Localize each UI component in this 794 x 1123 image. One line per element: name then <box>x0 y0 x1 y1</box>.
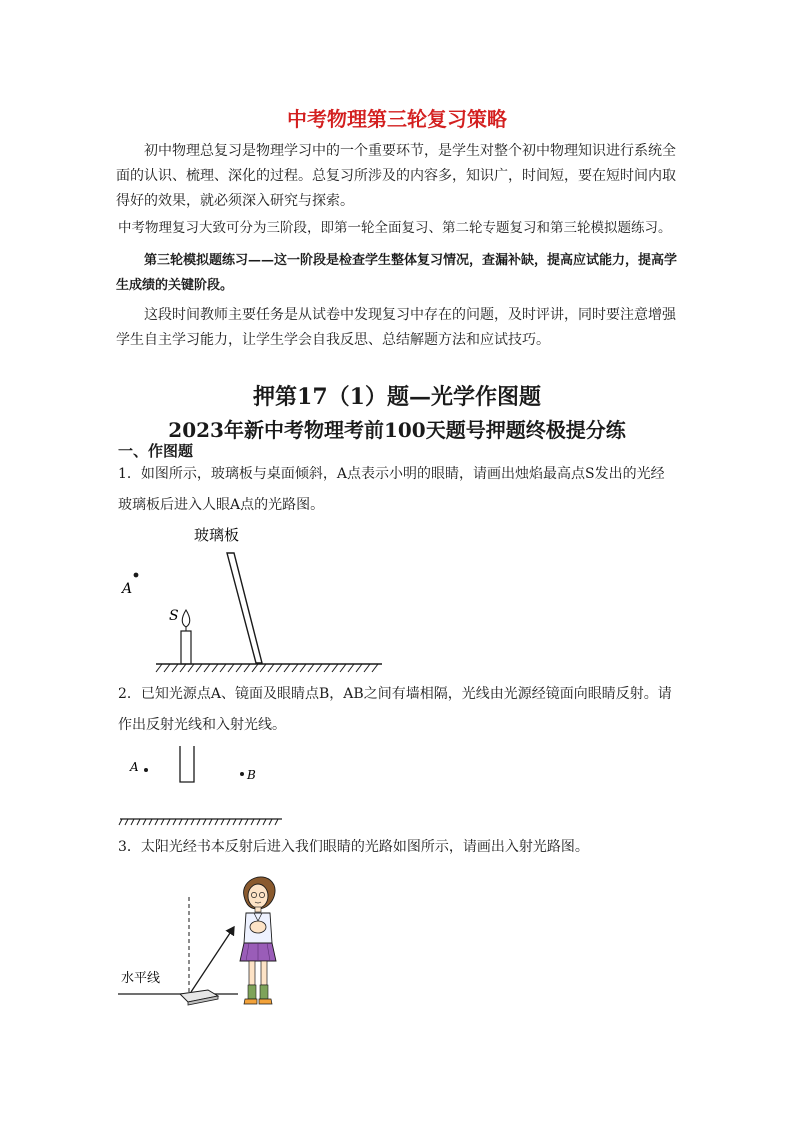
point-b-dot <box>240 772 244 776</box>
strategy-para-3: 第三轮模拟题练习——这一阶段是检查学生整体复习情况，查漏补缺，提高应试能力，提高学生成绩的关键阶段。 <box>116 253 678 293</box>
point-a2-label: A <box>130 760 139 774</box>
glass-label: 玻璃板 <box>194 526 240 544</box>
point-a-label: A <box>122 581 133 597</box>
girl-figure <box>240 877 276 1004</box>
point-b-label: B <box>247 768 256 782</box>
candle-flame <box>182 610 190 627</box>
glass-plate <box>227 553 262 663</box>
reflected-ray <box>191 927 234 992</box>
point-a2-dot <box>144 768 148 772</box>
table-hatch <box>156 664 378 672</box>
candle-body <box>181 631 191 664</box>
strategy-para-1: 初中物理总复习是物理学习中的一个重要环节，是学生对整个初中物理知识进行系统全面的认识、梳理、深化的过程。总复习所涉及的内容多，知识广，时间短，要在短时间内取得好的效果，就必须深入研究与探索。 <box>116 143 676 209</box>
question-3: 3．太阳光经书本反射后进入我们眼睛的光路如图所示，请画出入射光路图。 <box>118 839 589 855</box>
wall <box>180 746 194 782</box>
figure-3 <box>118 865 298 1025</box>
question-1: 1．如图所示，玻璃板与桌面倾斜，A点表示小明的眼睛，请画出烛焰最高点S发出的光经玻璃板后进入人眼A点的光路图。 <box>118 466 665 513</box>
strategy-para-4: 这段时间教师主要任务是从试卷中发现复习中存在的问题，及时评讲，同时要注意增强学生自主学习能力，让学生学会自我反思、总结解题方法和应试技巧。 <box>116 307 676 348</box>
exam-title: 押第17（1）题—光学作图题 <box>253 384 541 410</box>
point-a-dot <box>134 573 139 578</box>
strategy-title: 中考物理第三轮复习策略 <box>287 107 507 131</box>
figure-1 <box>110 520 400 680</box>
horizon-label: 水平线 <box>121 971 161 986</box>
question-2: 2．已知光源点A、镜面及眼睛点B，AB之间有墙相隔，光线由光源经镜面向眼睛反射。请作出反射光线和入射光线。 <box>118 686 672 733</box>
exam-subtitle: 2023年新中考物理考前100天题号押题终极提分练 <box>168 418 626 442</box>
section-heading: 一、作图题 <box>118 442 194 460</box>
strategy-para-2: 中考物理复习大致可分为三阶段，即第一轮全面复习、第二轮专题复习和第三轮模拟题练习。 <box>118 220 672 236</box>
figure-2 <box>118 740 288 830</box>
mirror-hatch <box>119 819 278 825</box>
point-s-label: S <box>169 608 179 624</box>
